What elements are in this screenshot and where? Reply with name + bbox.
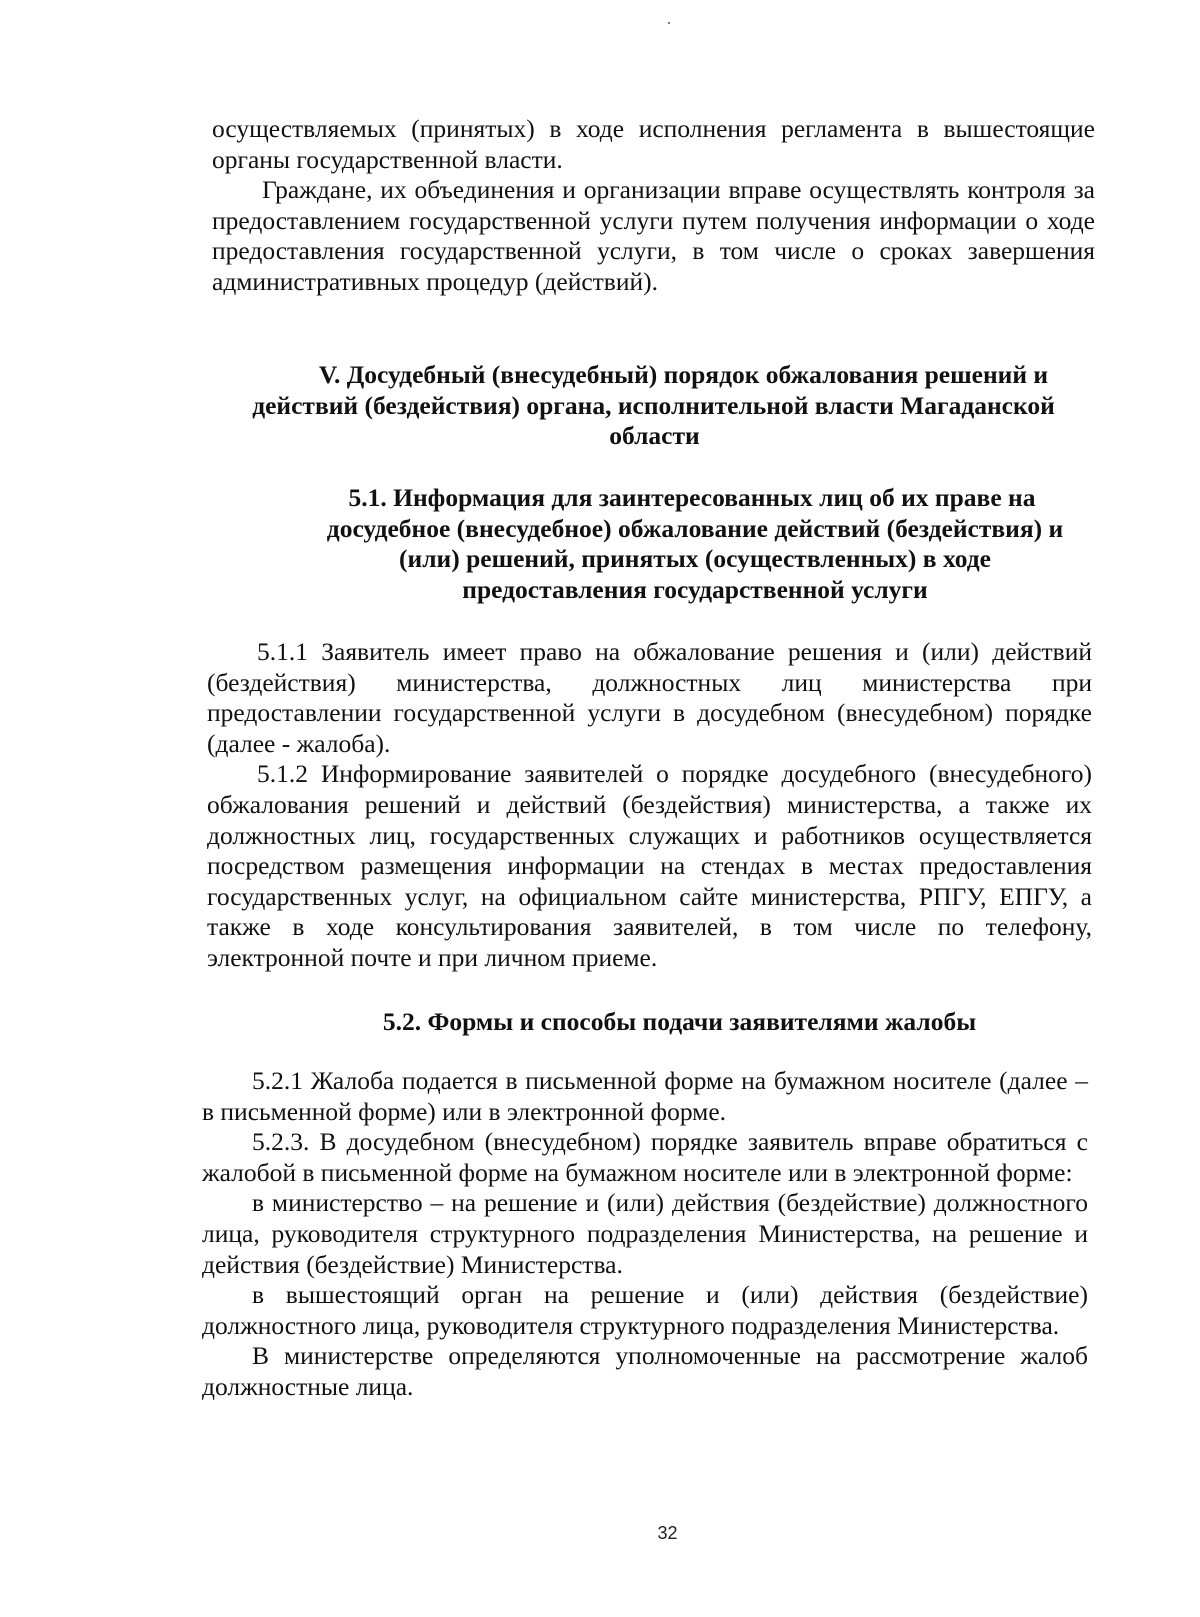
- section-5-2-heading-block: [207, 1007, 1152, 1038]
- intro-block: [212, 114, 1095, 298]
- section-5-2-heading: 5.2. Формы и способы подачи заявителями жалобы: [382, 1007, 977, 1036]
- section-5-heading-line-3: области: [609, 421, 700, 451]
- higher-authority-complaint-paragraph: в вышестоящий орган на решение и (или) действия (бездействие) должностного лица, руководителя структурного подразделения Министерства.: [202, 1280, 1088, 1340]
- section-5-2-body: [202, 1066, 1088, 1403]
- section-5-1-heading-line-4: предоставления государственной услуги: [462, 574, 928, 604]
- intro-paragraph-1: осуществляемых (принятых) в ходе исполнения регламента в вышестоящие органы государственной власти.: [212, 114, 1095, 174]
- section-5-1-heading-line-1: 5.1. Информация для заинтересованных лиц об их праве на: [348, 483, 1036, 512]
- page-number: 32: [657, 1523, 678, 1543]
- section-5-1-heading-line-2: досудебное (внесудебное) обжалование действий (бездействия) и: [326, 513, 1064, 543]
- section-5-2-1-paragraph: 5.2.1 Жалоба подается в письменной форме на бумажном носителе (далее – в письменной форме) или в электронной форме.: [202, 1066, 1088, 1126]
- section-5-1-heading: [260, 483, 1140, 605]
- scan-speck: [668, 22, 670, 24]
- ministry-complaint-paragraph: в министерство – на решение и (или) действия (бездействие) должностного лица, руководителя структурного подразделения Министерства, на решение и действия (бездействие) Министерства.: [202, 1188, 1088, 1279]
- section-5-heading: [212, 360, 1095, 452]
- intro-paragraph-2: Граждане, их объединения и организации вправе осуществлять контроля за предоставлением государственной услуги путем получения информации о ходе предоставления государственной услуги, в том числе о сроках завершения административных процедур (действий).: [212, 175, 1095, 296]
- section-5-heading-line-2: действий (бездействия) органа, исполнительной власти Магаданской: [252, 390, 1055, 420]
- section-5-1-body: [207, 637, 1092, 974]
- section-5-1-2-paragraph: 5.1.2 Информирование заявителей о порядке досудебного (внесудебного) обжалования решений и действий (бездействия) министерства, а также их должностных лиц, государственных служащих и работников осуществляется посредством размещения информации на стендах в местах предоставления государственных услуг, на официальном сайте министерства, РПГУ, ЕПГУ, а также в ходе консультирования заявителей, в том числе по телефону, электронной почте и при личном приеме.: [207, 759, 1092, 972]
- section-5-1-1-paragraph: 5.1.1 Заявитель имеет право на обжалование решения и (или) действий (бездействия) министерства, должностных лиц министерства при предоставлении государственной услуги в досудебном (внесудебном) порядке (далее - жалоба).: [207, 637, 1092, 758]
- section-5-heading-line-1: V. Досудебный (внесудебный) порядок обжалования решений и: [318, 360, 1049, 389]
- section-5-1-heading-line-3: (или) решений, принятых (осуществленных) в ходе: [399, 544, 991, 574]
- authorized-officials-paragraph: В министерстве определяются уполномоченные на рассмотрение жалоб должностные лица.: [202, 1341, 1088, 1401]
- section-5-2-3-paragraph: 5.2.3. В досудебном (внесудебном) порядке заявитель вправе обратиться с жалобой в письменной форме на бумажном носителе или в электронной форме:: [202, 1127, 1088, 1187]
